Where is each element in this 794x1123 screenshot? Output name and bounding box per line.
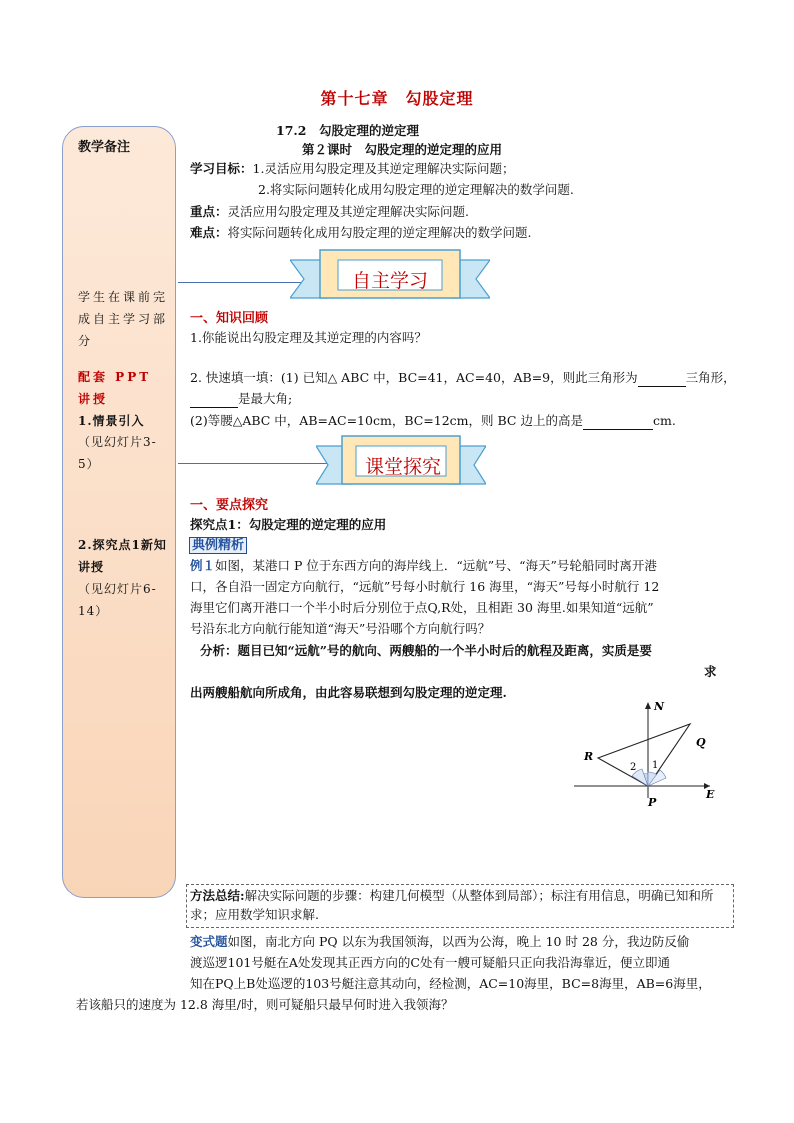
example-line-3: 海里它们离开港口一个半小时后分别位于点Q,R处，且相距 30 海里.如果知道“远航”	[190, 600, 654, 615]
review-q2-part1: 2. 快速填一填：(1) 已知△ ABC 中，BC=41，AC=40，AB=9，则此三角形为	[190, 370, 638, 385]
review-q2-line2	[190, 389, 292, 408]
banner-connector-2	[178, 463, 328, 464]
subsection-title: 第２课时 勾股定理的逆定理的应用	[302, 142, 503, 157]
example-line-4: 号沿东北方向航行能知道“海天”号沿哪个方向航行吗？	[190, 621, 491, 636]
figure-angle-2: 2	[630, 762, 637, 773]
figure-label-q: Q	[696, 736, 706, 749]
analysis-line-2: 出两艘船航向所成角，由此容易联想到勾股定理的逆定理.	[190, 685, 507, 700]
sidebar-step1: 1.情景引入	[78, 414, 145, 428]
blank-height[interactable]	[583, 429, 653, 430]
review-q3-part2: cm.	[652, 413, 676, 428]
review-heading: 一、知识回顾	[190, 311, 269, 326]
figure-label-e: E	[706, 788, 715, 801]
goals-label: 学习目标：	[190, 161, 253, 176]
review-q2-line	[190, 368, 736, 387]
example-line-1	[190, 556, 657, 575]
difficulty-text: 将实际问题转化成用勾股定理的逆定理解决的数学问题.	[227, 225, 532, 240]
blank-largest-angle[interactable]	[190, 407, 238, 408]
sidebar-ppt-label: 配套 PPT 讲授	[78, 370, 152, 406]
inquiry-heading: 一、要点探究	[190, 498, 269, 513]
chapter-title: 第十七章 勾股定理	[320, 89, 474, 108]
example-label: 例１	[190, 558, 216, 573]
method-summary-box	[186, 884, 734, 928]
variant-line-4: 若该船只的速度为 12.8 海里/时，则可疑船只最早何时进入我领海？	[76, 997, 454, 1012]
summary-label: 方法总结:	[190, 888, 245, 903]
review-q1: 1.你能说出勾股定理及其逆定理的内容吗？	[190, 330, 427, 345]
summary-text: 解决实际问题的步骤：构建几何模型（从整体到局部）；标注有用信息，明确已知和所求；应用数学知识求解.	[190, 888, 714, 922]
analysis-line-1b: 求	[704, 664, 717, 679]
example-tag-label: 典例精析	[189, 537, 247, 554]
variant-line-2: 渡巡逻101号艇在A处发现其正西方向的C处有一艘可疑船只正向我沿海靠近，便立即通	[190, 955, 670, 970]
key-label: 重点：	[190, 204, 228, 219]
example-line-2: 口，各自沿一固定方向航行，“远航”号每小时航行 16 海里，“海天”号每小时航行 12	[190, 579, 660, 594]
goal-2: 2.将实际问题转化成用勾股定理的逆定理解决的数学问题.	[258, 182, 574, 197]
inquiry-point-1: 探究点1：勾股定理的逆定理的应用	[190, 517, 387, 532]
sidebar-panel	[62, 126, 176, 898]
sidebar-title: 教学备注	[78, 140, 131, 155]
goal-1: 1.灵活应用勾股定理及其逆定理解决实际问题；	[252, 161, 515, 176]
review-q3-line	[190, 411, 676, 430]
sidebar-note-self-study: 学生在课前完成自主学习部分	[78, 290, 169, 348]
variant-text-1: 如图，南北方向 PQ 以东为我国领海，以西为公海，晚上 10 时 28 分，我边防反偷	[227, 934, 690, 949]
sidebar-step2: 2.探究点1新知讲授	[78, 538, 167, 574]
sidebar-step2-ref: （见幻灯片6-14）	[78, 582, 157, 618]
figure-label-p: P	[648, 796, 657, 808]
review-q3-part1: (2)等腰△ABC 中，AB=AC=10cm，BC=12cm，则 BC 边上的高是	[190, 413, 583, 428]
figure-label-n: N	[654, 700, 665, 713]
variant-line-1	[190, 932, 689, 951]
difficulty-point	[190, 223, 532, 242]
variant-label: 变式题	[190, 934, 228, 949]
banner-class-inquiry-text: 课堂探究	[364, 456, 441, 478]
key-text: 灵活应用勾股定理及其逆定理解决实际问题.	[227, 204, 469, 219]
analysis-line-1: 分析：题目已知“远航”号的航向、两艘船的一个半小时后的航程及距离，实质是要	[200, 643, 652, 658]
banner-self-study-text: 自主学习	[351, 270, 428, 292]
sidebar-step1-ref: （见幻灯片3-5）	[78, 435, 157, 471]
key-point	[190, 202, 469, 221]
goals-line-1	[190, 159, 514, 178]
variant-line-3: 知在PQ上B处巡逻的103号艇注意其动向，经检测，AC=10海里，BC=8海里，AB=6海里，	[190, 976, 711, 991]
example-text-1: 如图，某港口 P 位于东西方向的海岸线上．“远航”号、“海天”号轮船同时离开港	[215, 558, 657, 573]
figure-angle-1: 1	[652, 760, 659, 771]
figure-label-r: R	[584, 750, 594, 763]
example-tag	[189, 534, 247, 553]
example-figure	[570, 698, 730, 808]
review-q2-part2: 三角形，	[685, 370, 736, 385]
review-q2-part3: 是最大角;	[238, 391, 293, 406]
blank-triangle-type[interactable]	[638, 386, 686, 387]
difficulty-label: 难点：	[190, 225, 228, 240]
section-title: 17.2 勾股定理的逆定理	[276, 123, 419, 138]
